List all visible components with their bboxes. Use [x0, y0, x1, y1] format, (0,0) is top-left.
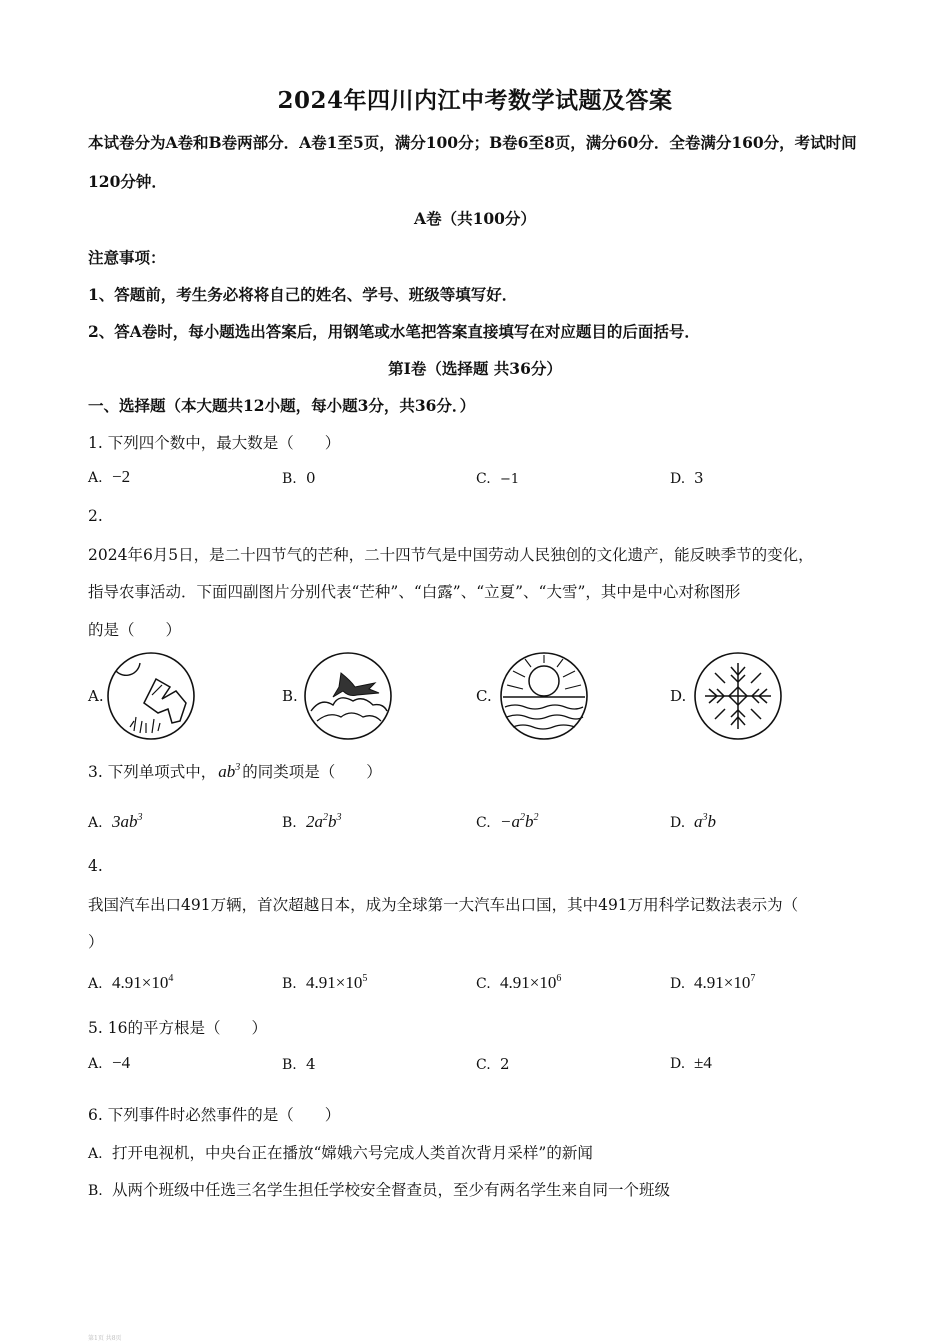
option-label: C. — [476, 815, 491, 831]
q3-option-b[interactable]: B. $2a^2b^3$ — [282, 812, 342, 831]
mangzhong-icon — [106, 651, 196, 741]
option-label: B. — [282, 471, 297, 487]
snowflake-icon — [693, 651, 783, 741]
option-label: C. — [476, 1057, 491, 1073]
section-one-heading: 一、选择题（本大题共12小题，每小题3分，共36分．） — [88, 396, 476, 415]
question-4-number: 4. — [88, 857, 103, 875]
option-label: D. — [670, 1056, 686, 1072]
q2-option-d-label[interactable]: D. — [670, 687, 687, 705]
intro-line-2: 120分钟． — [88, 172, 167, 191]
question-2-number: 2. — [88, 507, 103, 525]
notice-heading: 注意事项： — [88, 248, 166, 267]
option-value: 3 — [694, 469, 704, 487]
exponent: 4 — [168, 973, 174, 984]
question-6-stem: 6. 下列事件时必然事件的是（ ） — [88, 1106, 341, 1124]
option-value: −1 — [500, 472, 520, 487]
exponent: 7 — [750, 973, 756, 984]
q2-option-b-label[interactable]: B. — [282, 687, 298, 705]
option-label: C. — [476, 976, 491, 992]
question-4-line-2: ） — [88, 933, 104, 951]
option-label: B. — [282, 976, 297, 992]
exponent: 6 — [556, 973, 562, 984]
question-1-stem: 1. 下列四个数中，最大数是（ ） — [88, 434, 341, 452]
bailu-figure[interactable] — [303, 651, 393, 741]
option-label: B. — [88, 1183, 103, 1199]
q2-option-c-label[interactable]: C. — [476, 687, 492, 705]
intro-line-1: 本试卷分为A卷和B卷两部分．A卷1至5页，满分100分；B卷6至8页，满分60分．全卷满分160分，考试时间 — [88, 133, 857, 152]
q2-option-a-label[interactable]: A. — [88, 687, 104, 705]
bailu-icon — [303, 651, 393, 741]
q3-stem-prefix: 3. 下列单项式中， — [88, 763, 217, 781]
notice-item-1: 1、答题前，考生务必将将自己的姓名、学号、班级等填写好． — [88, 285, 518, 304]
option-label: D. — [670, 815, 686, 831]
option-value: 2 — [500, 1055, 510, 1073]
option-label: A. — [88, 976, 103, 992]
q4-option-c[interactable] — [476, 973, 561, 993]
option-label: A. — [88, 1146, 103, 1162]
option-value: ±4 — [694, 1053, 712, 1072]
question-5-stem: 5. 16的平方根是（ ） — [88, 1019, 267, 1037]
q3-option-a[interactable]: A. $3ab^3$ — [88, 812, 143, 831]
volume-a-heading: A卷（共100分） — [414, 209, 536, 228]
option-label: D. — [670, 471, 686, 487]
lixia-figure[interactable] — [499, 651, 589, 741]
page-footer: 第1页 共8页 — [88, 1335, 122, 1342]
q5-option-c[interactable] — [476, 1055, 510, 1073]
mantissa: 4.91×10 — [694, 973, 751, 992]
option-label: B. — [282, 815, 297, 831]
question-2-line-1: 2024年6月5日，是二十四节气的芒种，二十四节气是中国劳动人民独创的文化遗产，能反映季节的变化， — [88, 546, 814, 564]
q4-option-b[interactable] — [282, 973, 367, 993]
option-value: −4 — [112, 1053, 131, 1072]
q3-expr-base: ab — [218, 762, 236, 781]
question-3-stem — [88, 760, 382, 782]
option-label: A. — [88, 1056, 103, 1072]
option-label: C. — [476, 471, 491, 487]
q6-option-a[interactable] — [88, 1141, 593, 1163]
daxue-figure[interactable] — [693, 651, 783, 741]
q5-option-a[interactable] — [88, 1053, 130, 1073]
q6-option-b[interactable] — [88, 1178, 670, 1200]
q3-option-d[interactable]: D. $a^3b$ — [670, 812, 716, 831]
exponent: 5 — [362, 973, 368, 984]
option-value: −2 — [112, 467, 131, 486]
question-2-line-2: 指导农事活动．下面四副图片分别代表“芒种”、“白露”、“立夏”、“大雪”，其中是中心对称图形 — [88, 583, 741, 601]
question-2-line-3: 的是（ ） — [88, 621, 182, 639]
q3-expression — [218, 762, 240, 781]
q1-option-d[interactable] — [670, 469, 704, 487]
mantissa: 4.91×10 — [306, 973, 363, 992]
page-title: 2024年四川内江中考数学试题及答案 — [277, 87, 673, 114]
option-label: A. — [88, 470, 103, 486]
q4-option-d[interactable] — [670, 973, 755, 993]
q5-option-d[interactable] — [670, 1053, 712, 1073]
lixia-icon — [499, 651, 589, 741]
q3-stem-suffix: 的同类项是（ ） — [242, 763, 382, 781]
q1-option-b[interactable] — [282, 469, 316, 487]
q1-option-a[interactable] — [88, 467, 130, 487]
mangzhong-figure[interactable] — [106, 651, 196, 741]
question-4-line-1: 我国汽车出口491万辆，首次超越日本，成为全球第一大汽车出口国，其中491万用科学记数法表示为（ — [88, 896, 799, 914]
notice-item-2: 2、答A卷时，每小题选出答案后，用钢笔或水笔把答案直接填写在对应题目的后面括号． — [88, 322, 700, 341]
option-value: 0 — [306, 469, 316, 487]
q4-option-a[interactable] — [88, 973, 173, 993]
option-label: D. — [670, 976, 686, 992]
option-value: 4 — [306, 1055, 316, 1073]
mantissa: 4.91×10 — [112, 973, 169, 992]
option-value: 从两个班级中任选三名学生担任学校安全督查员，至少有两名学生来自同一个班级 — [112, 1181, 671, 1199]
q1-option-c[interactable] — [476, 469, 519, 487]
q5-option-b[interactable] — [282, 1055, 316, 1073]
q3-option-c[interactable]: C. $-a^2b^2$ — [476, 812, 539, 831]
option-label: A. — [88, 815, 103, 831]
option-value: 打开电视机，中央台正在播放“嫦娥六号完成人类首次背月采样”的新闻 — [112, 1144, 593, 1162]
part-one-heading: 第Ⅰ卷（选择题 共36分） — [388, 359, 562, 378]
option-label: B. — [282, 1057, 297, 1073]
q3-expr-exp: 3 — [235, 762, 241, 773]
mantissa: 4.91×10 — [500, 973, 557, 992]
